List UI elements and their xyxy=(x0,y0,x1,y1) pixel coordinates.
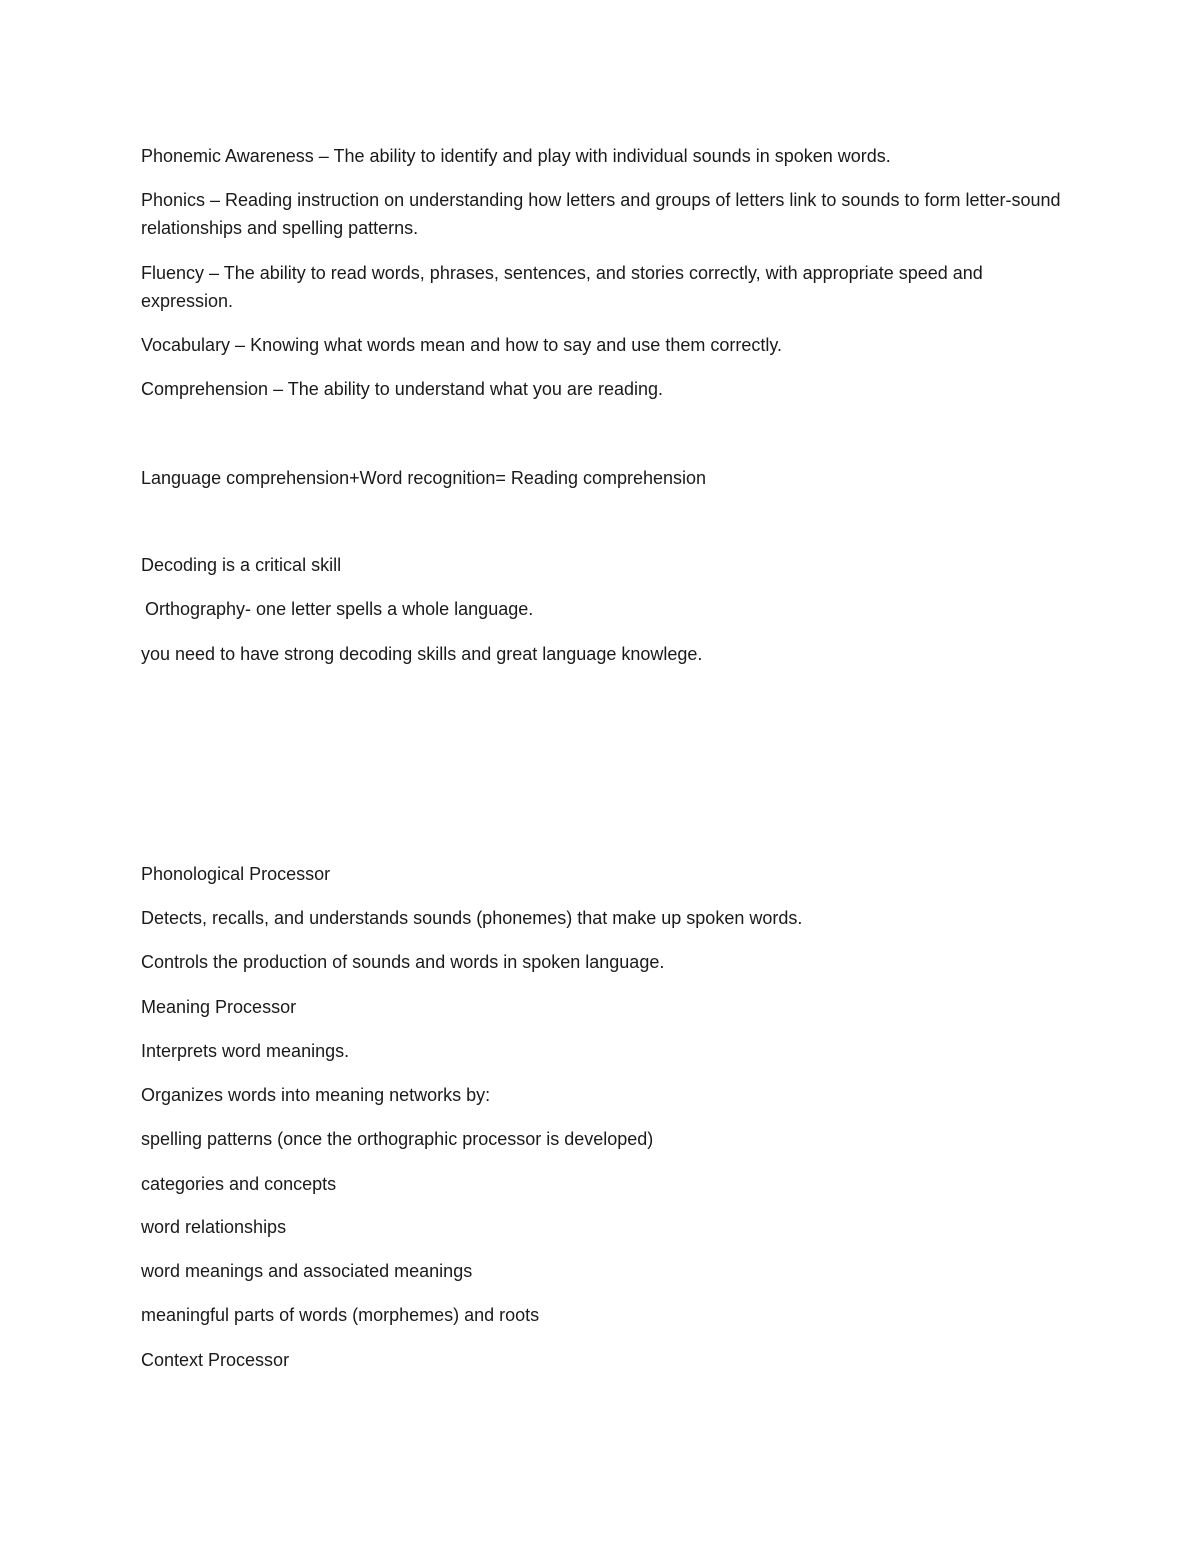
definition-phonics: Phonics – Reading instruction on understanding how letters and groups of letters link to sounds to form letter-sound relationships and spelling patterns. xyxy=(141,190,1061,238)
meaning-processor-title: Meaning Processor xyxy=(141,997,297,1017)
phonological-processor-title: Phonological Processor xyxy=(141,864,331,884)
definition-vocabulary: Vocabulary – Knowing what words mean and how to say and use them correctly. xyxy=(141,335,783,355)
meaning-item: categories and concepts xyxy=(141,1174,337,1194)
meaning-item: Interprets word meanings. xyxy=(141,1041,350,1061)
decoding-heading: Decoding is a critical skill xyxy=(141,555,342,575)
orthography-line: Orthography- one letter spells a whole language. xyxy=(145,599,534,619)
decoding-note: you need to have strong decoding skills and great language knowlege. xyxy=(141,644,703,664)
phonological-item: Detects, recalls, and understands sounds (phonemes) that make up spoken words. xyxy=(141,908,803,928)
definition-fluency: Fluency – The ability to read words, phrases, sentences, and stories correctly, with appropriate speed and expression. xyxy=(141,263,983,311)
definition-phonemic-awareness: Phonemic Awareness – The ability to identify and play with individual sounds in spoken words. xyxy=(141,146,891,166)
meaning-item: Organizes words into meaning networks by: xyxy=(141,1085,491,1105)
context-processor-title: Context Processor xyxy=(141,1350,290,1370)
meaning-item: meaningful parts of words (morphemes) and roots xyxy=(141,1305,540,1325)
phonological-item: Controls the production of sounds and words in spoken language. xyxy=(141,952,665,972)
definition-comprehension: Comprehension – The ability to understand what you are reading. xyxy=(141,379,663,399)
reading-formula: Language comprehension+Word recognition= Reading comprehension xyxy=(141,468,707,488)
meaning-item: word meanings and associated meanings xyxy=(141,1261,473,1281)
meaning-item: spelling patterns (once the orthographic processor is developed) xyxy=(141,1129,654,1149)
meaning-item: word relationships xyxy=(141,1217,287,1237)
